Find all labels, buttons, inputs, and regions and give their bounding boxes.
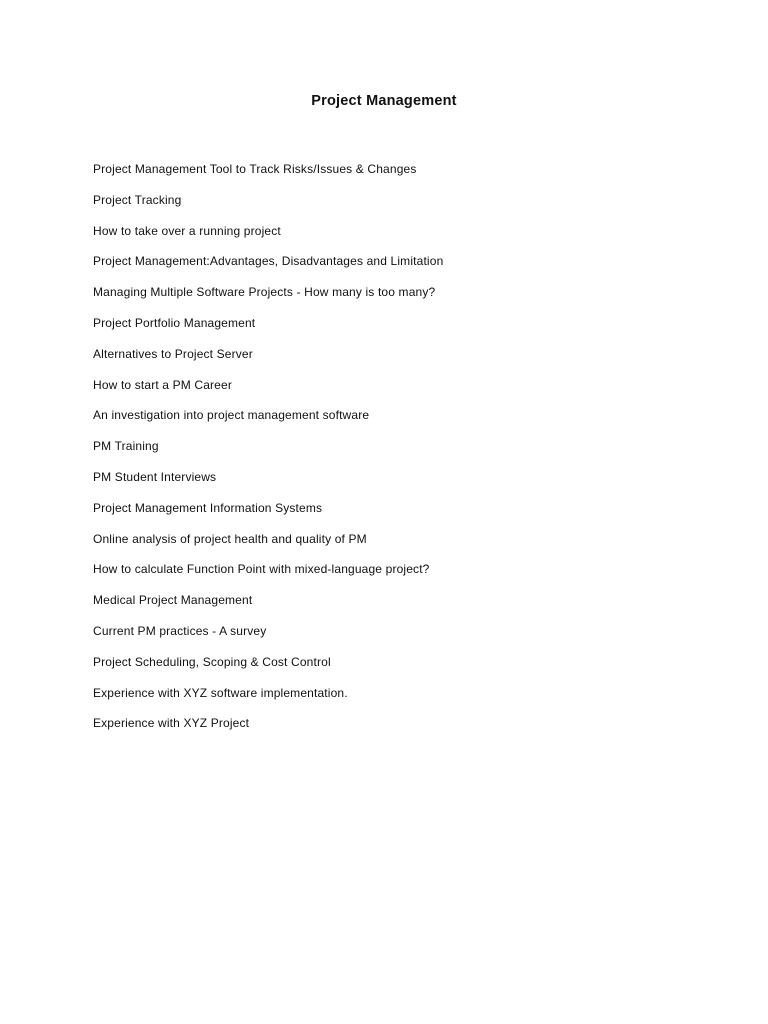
list-item: How to take over a running project — [93, 223, 281, 238]
list-item: Project Scheduling, Scoping & Cost Control — [93, 654, 331, 669]
list-item: Project Management:Advantages, Disadvantages and Limitation — [93, 254, 444, 269]
list-item: Medical Project Management — [93, 593, 253, 608]
list-item: How to start a PM Career — [93, 377, 232, 392]
list-item: Project Management Information Systems — [93, 500, 323, 515]
list-item: Alternatives to Project Server — [93, 346, 253, 361]
list-item: PM Student Interviews — [93, 469, 217, 484]
list-item: PM Training — [93, 439, 159, 454]
list-item: Experience with XYZ Project — [93, 716, 250, 731]
list-item: How to calculate Function Point with mixed-language project? — [93, 562, 430, 577]
list-item: Project Tracking — [93, 192, 182, 207]
page-title: Project Management — [311, 93, 457, 109]
list-item: Project Portfolio Management — [93, 315, 256, 330]
list-item: Online analysis of project health and quality of PM — [93, 531, 367, 546]
topic-list — [93, 161, 443, 746]
list-item: An investigation into project management software — [93, 408, 370, 423]
list-item: Managing Multiple Software Projects - How many is too many? — [93, 285, 436, 300]
list-item: Current PM practices - A survey — [93, 623, 267, 638]
list-item: Project Management Tool to Track Risks/Issues & Changes — [93, 162, 417, 176]
list-item: Experience with XYZ software implementation. — [93, 685, 348, 700]
